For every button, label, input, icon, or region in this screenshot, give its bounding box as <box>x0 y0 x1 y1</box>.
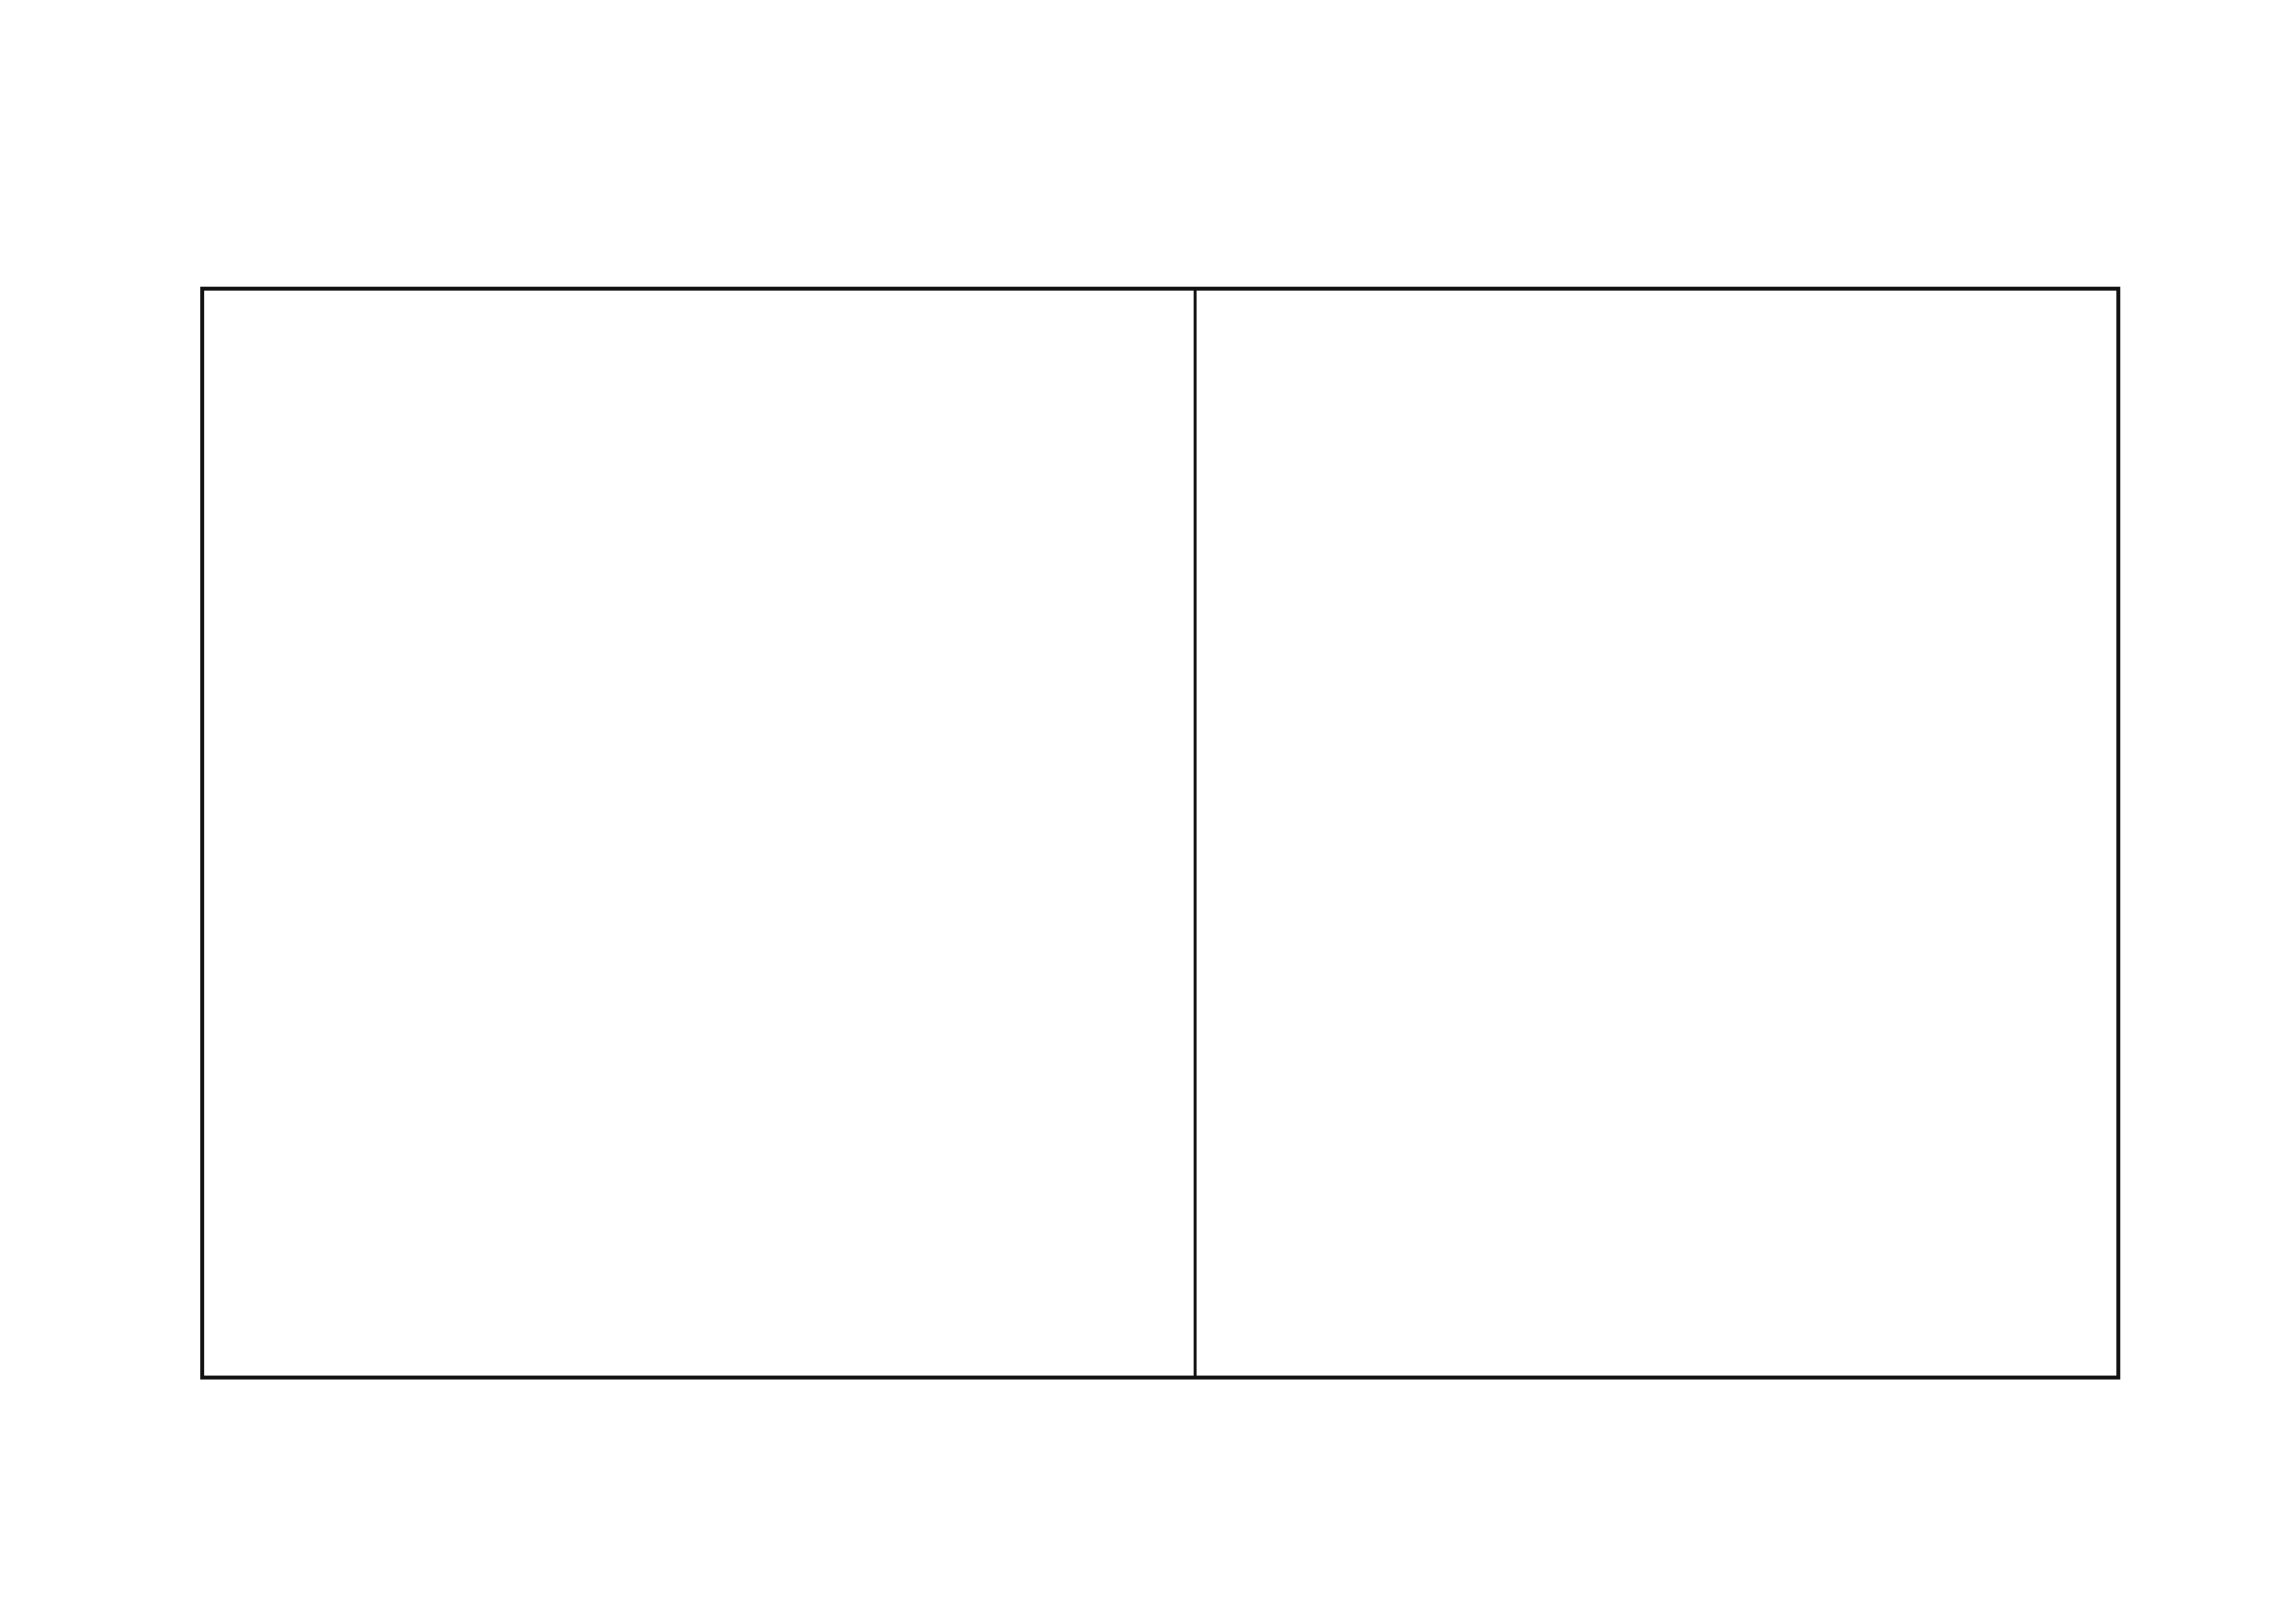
comparison-table <box>200 287 2120 1380</box>
column-divider <box>1194 291 1197 1376</box>
